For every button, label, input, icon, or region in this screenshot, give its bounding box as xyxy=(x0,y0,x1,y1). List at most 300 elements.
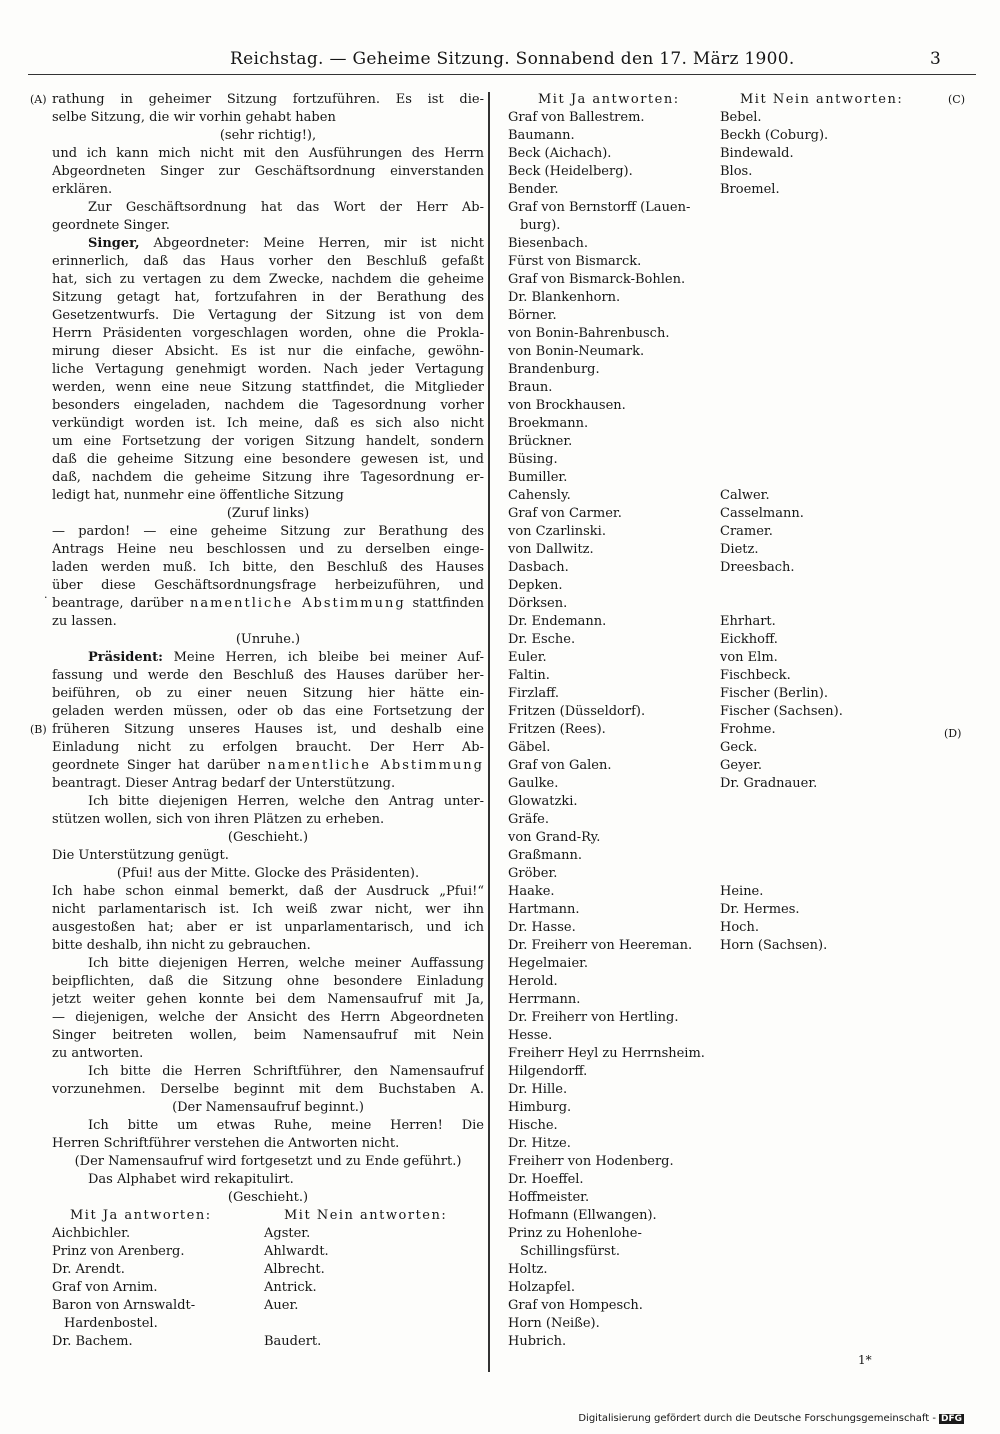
vote-row xyxy=(508,649,948,667)
line-text: verkündigt worden ist. Ich meine, daß es sich also nicht xyxy=(52,416,484,431)
spaced-emphasis: namentliche Abstimmung xyxy=(189,596,406,611)
line-text: hat, sich zu vertagen zu dem Zwecke, nachdem die geheime xyxy=(52,272,484,287)
text-line xyxy=(52,289,484,307)
vote-ja-name: Hofmann (Ellwangen). xyxy=(508,1208,657,1223)
text-line xyxy=(52,1189,484,1207)
vote-ja-name: Baron von Arnswaldt- xyxy=(52,1298,196,1313)
text-line xyxy=(52,829,484,847)
text-line xyxy=(52,991,484,1009)
vote-ja-name: Bender. xyxy=(508,182,559,197)
vote-ja-name: Dr. Hoeffel. xyxy=(508,1172,584,1187)
line-text: Herrn Präsidenten vorgeschlagen worden, ohne die Prokla- xyxy=(52,326,484,341)
vote-ja-name: Graßmann. xyxy=(508,848,582,863)
line-text: und ich kann mich nicht mit den Ausführungen des Herrn xyxy=(52,146,484,161)
vote-row xyxy=(508,595,948,613)
vote-nein-name: Calwer. xyxy=(720,488,770,503)
vote-ja-name: Broekmann. xyxy=(508,416,589,431)
vote-ja-name: Dr. Hitze. xyxy=(508,1136,571,1151)
vote-ja-name: Brandenburg. xyxy=(508,362,600,377)
line-text: mirung dieser Absicht. Es ist nur die einfache, gewöhn- xyxy=(52,344,484,359)
text-line xyxy=(52,109,484,127)
vote-row xyxy=(508,307,948,325)
vote-row xyxy=(508,1225,948,1243)
vote-ja-name: Prinz von Arenberg. xyxy=(52,1244,185,1259)
vote-row xyxy=(52,1297,484,1315)
vote-nein-name: Agster. xyxy=(264,1226,311,1241)
text-line xyxy=(52,1045,484,1063)
line-text: beipflichten, daß die Sitzung ohne besondere Einladung xyxy=(52,974,484,989)
text-line xyxy=(52,883,484,901)
vote-nein-name: Fischer (Sachsen). xyxy=(720,704,843,719)
vote-ja-name: Graf von Carmer. xyxy=(508,506,622,521)
margin-mark-a: (A) xyxy=(30,93,47,106)
vote-row xyxy=(508,1027,948,1045)
left-vote-list xyxy=(52,1225,484,1351)
vote-row xyxy=(508,685,948,703)
vote-row xyxy=(508,901,948,919)
vote-ja-name: Graf von Bismarck-Bohlen. xyxy=(508,272,686,287)
vote-nein-name: Dr. Hermes. xyxy=(720,902,800,917)
vote-ja-name: Dr. Freiherr von Hertling. xyxy=(508,1010,679,1025)
vote-row xyxy=(508,523,948,541)
line-text: — diejenigen, welche der Ansicht des Herrn Abgeordneten xyxy=(52,1010,484,1025)
text-line xyxy=(52,559,484,577)
text-line xyxy=(52,937,484,955)
text-line xyxy=(52,487,484,505)
vote-ja-name: Dr. Arendt. xyxy=(52,1262,125,1277)
vote-row xyxy=(508,793,948,811)
vote-ja-name: Dr. Endemann. xyxy=(508,614,607,629)
text-line xyxy=(52,91,484,109)
left-column xyxy=(52,91,484,1351)
vote-ja-name: Herrmann. xyxy=(508,992,581,1007)
vote-ja-name: Gaulke. xyxy=(508,776,559,791)
line-text: beiführen, ob zu einer neuen Sitzung hier hätte ein- xyxy=(52,686,484,701)
vote-ja-name: Dr. Esche. xyxy=(508,632,576,647)
vote-row xyxy=(508,487,948,505)
vote-row xyxy=(508,199,948,217)
vote-row xyxy=(508,1153,948,1171)
margin-dot: . xyxy=(44,588,48,601)
line-text: beantrage, darüber xyxy=(52,596,190,611)
column-divider xyxy=(488,92,490,1372)
vote-nein-name: Geck. xyxy=(720,740,758,755)
vote-row xyxy=(508,703,948,721)
vote-ja-name: Graf von Bernstorff (Lauen- xyxy=(508,200,691,215)
line-text: werden, wenn eine neue Sitzung stattfindet, die Mitglieder xyxy=(52,380,484,395)
vote-row xyxy=(508,1099,948,1117)
vote-ja-name: Dr. Bachem. xyxy=(52,1334,133,1349)
vote-row xyxy=(508,721,948,739)
vote-ja-name: Graf von Ballestrem. xyxy=(508,110,645,125)
text-line xyxy=(52,415,484,433)
line-text: beantragt. Dieser Antrag bedarf der Unterstützung. xyxy=(52,776,396,791)
vote-row xyxy=(508,1171,948,1189)
vote-row xyxy=(508,217,948,235)
vote-row xyxy=(508,1009,948,1027)
vote-ja-name: Baumann. xyxy=(508,128,575,143)
vote-header-nein: Mit Nein antworten: xyxy=(284,1208,448,1223)
right-vote-header xyxy=(508,91,948,109)
text-line xyxy=(52,685,484,703)
vote-ja-name: Dasbach. xyxy=(508,560,569,575)
text-line xyxy=(52,631,484,649)
vote-row xyxy=(508,343,948,361)
line-text: (sehr richtig!), xyxy=(219,128,317,143)
text-line xyxy=(52,721,484,739)
vote-nein-name: Antrick. xyxy=(264,1280,317,1295)
vote-row xyxy=(508,775,948,793)
text-line xyxy=(52,919,484,937)
vote-nein-name: Bebel. xyxy=(720,110,762,125)
vote-ja-name: Bumiller. xyxy=(508,470,568,485)
footer-text: Digitalisierung gefördert durch die Deutsche Forschungsgemeinschaft - xyxy=(578,1413,936,1424)
vote-row xyxy=(508,829,948,847)
line-text: laden werden muß. Ich bitte, den Beschluß des Hauses xyxy=(52,560,484,575)
text-line xyxy=(52,217,484,235)
vote-ja-name: Glowatzki. xyxy=(508,794,578,809)
text-line xyxy=(52,1171,484,1189)
text-line xyxy=(52,1117,484,1135)
vote-ja-name: Brückner. xyxy=(508,434,573,449)
vote-row xyxy=(52,1261,484,1279)
vote-row xyxy=(508,1243,948,1261)
vote-ja-name: Hegelmaier. xyxy=(508,956,589,971)
vote-header-nein: Mit Nein antworten: xyxy=(740,92,904,107)
line-text: fassung und werde den Beschluß des Hauses darüber her- xyxy=(52,668,484,683)
vote-nein-name: Fischer (Berlin). xyxy=(720,686,828,701)
vote-ja-name: Graf von Arnim. xyxy=(52,1280,158,1295)
line-text: jetzt weiter gehen konnte bei dem Namensaufruf mit Ja, xyxy=(52,992,484,1007)
vote-nein-name: von Elm. xyxy=(720,650,778,665)
vote-ja-name: Euler. xyxy=(508,650,547,665)
text-line xyxy=(52,361,484,379)
vote-row xyxy=(508,1333,948,1351)
speaker-name: Singer, xyxy=(88,236,140,251)
vote-ja-name: Dr. Hille. xyxy=(508,1082,568,1097)
line-text: über diese Geschäftsordnungsfrage herbeizuführen, und xyxy=(52,578,484,593)
vote-nein-name: Broemel. xyxy=(720,182,780,197)
vote-ja-name: Dr. Blankenhorn. xyxy=(508,290,621,305)
line-text: Ich bitte die Herren Schriftführer, den Namensaufruf xyxy=(88,1064,484,1079)
vote-row xyxy=(508,1189,948,1207)
vote-row xyxy=(508,109,948,127)
line-text: (Pfui! aus der Mitte. Glocke des Präsidenten). xyxy=(116,866,420,881)
vote-ja-name: Firzlaff. xyxy=(508,686,560,701)
vote-row xyxy=(508,145,948,163)
signature-mark: 1* xyxy=(858,1353,872,1367)
line-text: (Geschieht.) xyxy=(227,1190,309,1205)
vote-row xyxy=(508,379,948,397)
text-line xyxy=(52,199,484,217)
vote-ja-name: von Brockhausen. xyxy=(508,398,626,413)
vote-ja-name: von Grand-Ry. xyxy=(508,830,601,845)
vote-row xyxy=(508,757,948,775)
line-text: Meine Herren, ich bleibe bei meiner Auf- xyxy=(162,650,484,665)
vote-row xyxy=(508,163,948,181)
line-text: nicht parlamentarisch ist. Ich weiß zwar nicht, wer ihn xyxy=(52,902,484,917)
vote-nein-name: Beckh (Coburg). xyxy=(720,128,829,143)
line-text: Das Alphabet wird rekapitulirt. xyxy=(88,1172,294,1187)
vote-row xyxy=(508,1261,948,1279)
vote-row xyxy=(508,469,948,487)
text-line xyxy=(52,793,484,811)
text-line xyxy=(52,1009,484,1027)
line-text: (Zuruf links) xyxy=(226,506,310,521)
line-text: Ich bitte diejenigen Herren, welche den Antrag unter- xyxy=(88,794,484,809)
line-text: Gesetzentwurfs. Die Vertagung der Sitzung ist von dem xyxy=(52,308,484,323)
text-line xyxy=(52,649,484,667)
vote-row xyxy=(508,577,948,595)
right-vote-list xyxy=(508,109,948,1351)
vote-row xyxy=(508,1045,948,1063)
vote-row xyxy=(52,1333,484,1351)
vote-ja-name: Gröber. xyxy=(508,866,558,881)
vote-row xyxy=(508,559,948,577)
line-text: stützen wollen, sich von ihren Plätzen zu erheben. xyxy=(52,812,385,827)
text-line xyxy=(52,577,484,595)
vote-nein-name: Horn (Sachsen). xyxy=(720,938,828,953)
line-text: Einladung nicht zu erfolgen braucht. Der Herr Ab- xyxy=(52,740,484,755)
speaker-name: Präsident: xyxy=(88,650,163,665)
vote-ja-name: Depken. xyxy=(508,578,563,593)
vote-nein-name: Dr. Gradnauer. xyxy=(720,776,818,791)
vote-ja-name: burg). xyxy=(520,218,561,233)
vote-ja-name: Cahensly. xyxy=(508,488,571,503)
line-text: besonders eingeladen, nachdem die Tagesordnung vorher xyxy=(52,398,484,413)
vote-ja-name: Graf von Hompesch. xyxy=(508,1298,643,1313)
vote-nein-name: Dietz. xyxy=(720,542,759,557)
line-text: Ich bitte diejenigen Herren, welche meiner Auffassung xyxy=(88,956,484,971)
vote-nein-name: Frohme. xyxy=(720,722,776,737)
vote-row xyxy=(52,1315,484,1333)
vote-nein-name: Ehrhart. xyxy=(720,614,776,629)
vote-header-ja: Mit Ja antworten: xyxy=(538,92,680,107)
vote-ja-name: Schillingsfürst. xyxy=(520,1244,620,1259)
header-rule xyxy=(28,74,976,75)
vote-ja-name: Hische. xyxy=(508,1118,558,1133)
vote-row xyxy=(508,883,948,901)
vote-ja-name: Hoffmeister. xyxy=(508,1190,590,1205)
vote-ja-name: Graf von Galen. xyxy=(508,758,612,773)
vote-ja-name: Holtz. xyxy=(508,1262,548,1277)
vote-ja-name: Himburg. xyxy=(508,1100,572,1115)
line-text: erinnerlich, daß das Haus vorher den Beschluß gefaßt xyxy=(52,254,484,269)
text-line xyxy=(52,523,484,541)
line-text: Die Unterstützung genügt. xyxy=(52,848,229,863)
text-line xyxy=(52,541,484,559)
line-text: (Geschieht.) xyxy=(227,830,309,845)
vote-ja-name: Hesse. xyxy=(508,1028,553,1043)
line-text: erklären. xyxy=(52,182,113,197)
vote-ja-name: Faltin. xyxy=(508,668,550,683)
vote-row xyxy=(508,181,948,199)
line-text: liche Vertagung genehmigt worden. Nach jeder Vertagung xyxy=(52,362,484,377)
line-text: Sitzung getagt hat, fortzufahren in der Berathung des xyxy=(52,290,484,305)
vote-row xyxy=(508,1135,948,1153)
vote-row xyxy=(508,1297,948,1315)
line-text: rathung in geheimer Sitzung fortzuführen. Es ist die- xyxy=(52,92,484,107)
text-line xyxy=(52,235,484,253)
text-line xyxy=(52,1099,484,1117)
vote-row xyxy=(508,451,948,469)
text-line xyxy=(52,775,484,793)
vote-row xyxy=(508,361,948,379)
text-line xyxy=(52,739,484,757)
text-line xyxy=(52,127,484,145)
text-line xyxy=(52,505,484,523)
text-line xyxy=(52,163,484,181)
line-text: ledigt hat, nunmehr eine öffentliche Sitzung xyxy=(52,488,344,503)
text-line xyxy=(52,469,484,487)
line-text-tail: stattfinden xyxy=(405,596,484,611)
text-line xyxy=(52,1135,484,1153)
vote-row xyxy=(508,1063,948,1081)
vote-ja-name: Holzapfel. xyxy=(508,1280,576,1295)
line-text: Abgeordneten Singer zur Geschäftsordnung einverstanden xyxy=(52,164,484,179)
text-line xyxy=(52,253,484,271)
vote-row xyxy=(508,1081,948,1099)
vote-row xyxy=(508,1207,948,1225)
line-text: (Unruhe.) xyxy=(235,632,301,647)
line-text: ausgestoßen hat; aber er ist unparlamentarisch, und ich xyxy=(52,920,484,935)
line-text: geladen werden müssen, oder ob das eine Fortsetzung der xyxy=(52,704,484,719)
vote-ja-name: Horn (Neiße). xyxy=(508,1316,600,1331)
vote-ja-name: Fritzen (Rees). xyxy=(508,722,606,737)
vote-row xyxy=(508,937,948,955)
vote-row xyxy=(52,1279,484,1297)
text-line xyxy=(52,307,484,325)
vote-ja-name: Fürst von Bismarck. xyxy=(508,254,642,269)
vote-row xyxy=(508,1315,948,1333)
vote-row xyxy=(508,667,948,685)
vote-row xyxy=(508,505,948,523)
text-line xyxy=(52,613,484,631)
vote-ja-name: Aichbichler. xyxy=(52,1226,131,1241)
line-text: daß, nachdem die geheime Sitzung ihre Tagesordnung er- xyxy=(52,470,484,485)
vote-nein-name: Ahlwardt. xyxy=(264,1244,329,1259)
line-text: bitte deshalb, ihn nicht zu gebrauchen. xyxy=(52,938,311,953)
vote-row xyxy=(52,1225,484,1243)
vote-nein-name: Cramer. xyxy=(720,524,773,539)
text-line xyxy=(52,1081,484,1099)
line-text: (Der Namensaufruf beginnt.) xyxy=(172,1100,364,1115)
text-line xyxy=(52,379,484,397)
margin-mark-d: (D) xyxy=(944,727,962,740)
vote-ja-name: Haake. xyxy=(508,884,555,899)
vote-ja-name: von Bonin-Neumark. xyxy=(508,344,645,359)
vote-ja-name: von Czarlinski. xyxy=(508,524,606,539)
vote-row xyxy=(508,271,948,289)
vote-ja-name: Dörksen. xyxy=(508,596,568,611)
line-text: Antrags Heine neu beschlossen und zu derselben einge- xyxy=(52,542,484,557)
vote-ja-name: Braun. xyxy=(508,380,553,395)
vote-row xyxy=(508,991,948,1009)
vote-row xyxy=(508,253,948,271)
vote-row xyxy=(52,1243,484,1261)
vote-nein-name: Baudert. xyxy=(264,1334,322,1349)
text-line xyxy=(52,973,484,991)
dfg-logo: DFG xyxy=(940,1414,962,1424)
line-text: — pardon! — eine geheime Sitzung zur Berathung des xyxy=(52,524,484,539)
vote-ja-name: Hubrich. xyxy=(508,1334,567,1349)
vote-nein-name: Albrecht. xyxy=(264,1262,325,1277)
vote-row xyxy=(508,127,948,145)
line-text: zu antworten. xyxy=(52,1046,144,1061)
vote-nein-name: Bindewald. xyxy=(720,146,794,161)
vote-ja-name: Freiherr Heyl zu Herrnsheim. xyxy=(508,1046,705,1061)
line-text: (Der Namensaufruf wird fortgesetzt und zu Ende geführt.) xyxy=(74,1154,462,1169)
text-line xyxy=(52,1153,484,1171)
vote-ja-name: Gräfe. xyxy=(508,812,549,827)
vote-ja-name: Hilgendorff. xyxy=(508,1064,588,1079)
text-line xyxy=(52,595,484,613)
line-text: geordnete Singer. xyxy=(52,218,170,233)
text-line xyxy=(52,955,484,973)
vote-row xyxy=(508,235,948,253)
vote-ja-name: Hardenbostel. xyxy=(64,1316,158,1331)
vote-nein-name: Auer. xyxy=(264,1298,299,1313)
vote-ja-name: Dr. Hasse. xyxy=(508,920,576,935)
vote-row xyxy=(508,919,948,937)
line-text: Abgeordneter: Meine Herren, mir ist nicht xyxy=(139,236,484,251)
vote-row xyxy=(508,865,948,883)
vote-ja-name: Dr. Freiherr von Heereman. xyxy=(508,938,693,953)
vote-ja-name: Beck (Aichach). xyxy=(508,146,612,161)
line-text: daß die geheime Sitzung eine besondere gewesen ist, und xyxy=(52,452,484,467)
margin-mark-c: (C) xyxy=(948,93,965,106)
text-line xyxy=(52,271,484,289)
vote-ja-name: von Dallwitz. xyxy=(508,542,594,557)
vote-ja-name: Hartmann. xyxy=(508,902,580,917)
text-line xyxy=(52,757,484,775)
line-text: vorzunehmen. Derselbe beginnt mit dem Buchstaben A. xyxy=(52,1082,484,1097)
vote-nein-name: Dreesbach. xyxy=(720,560,795,575)
text-line xyxy=(52,667,484,685)
text-line xyxy=(52,1027,484,1045)
vote-header-ja: Mit Ja antworten: xyxy=(70,1208,212,1223)
line-text: Ich habe schon einmal bemerkt, daß der Ausdruck „Pfui!“ xyxy=(52,884,484,899)
vote-ja-name: Fritzen (Düsseldorf). xyxy=(508,704,646,719)
text-line xyxy=(52,181,484,199)
vote-row xyxy=(508,1117,948,1135)
page-title: Reichstag. — Geheime Sitzung. Sonnabend den 17. März 1900. xyxy=(230,49,795,69)
vote-ja-name: Gäbel. xyxy=(508,740,551,755)
line-text: Zur Geschäftsordnung hat das Wort der Herr Ab- xyxy=(88,200,484,215)
vote-row xyxy=(508,433,948,451)
text-line xyxy=(52,343,484,361)
vote-nein-name: Eickhoff. xyxy=(720,632,778,647)
vote-ja-name: Prinz zu Hohenlohe- xyxy=(508,1226,642,1241)
vote-nein-name: Heine. xyxy=(720,884,764,899)
vote-row xyxy=(508,739,948,757)
text-line xyxy=(52,703,484,721)
vote-row xyxy=(508,325,948,343)
vote-row xyxy=(508,811,948,829)
margin-mark-b: (B) xyxy=(30,723,47,736)
text-line xyxy=(52,433,484,451)
vote-nein-name: Casselmann. xyxy=(720,506,804,521)
vote-row xyxy=(508,397,948,415)
vote-row xyxy=(508,955,948,973)
line-text: geordnete Singer hat darüber xyxy=(52,758,268,773)
vote-row xyxy=(508,415,948,433)
line-text: früheren Sitzung unseres Hauses ist, und deshalb eine xyxy=(52,722,484,737)
right-column xyxy=(508,91,948,1351)
vote-ja-name: Börner. xyxy=(508,308,557,323)
vote-nein-name: Blos. xyxy=(720,164,753,179)
text-line xyxy=(52,145,484,163)
